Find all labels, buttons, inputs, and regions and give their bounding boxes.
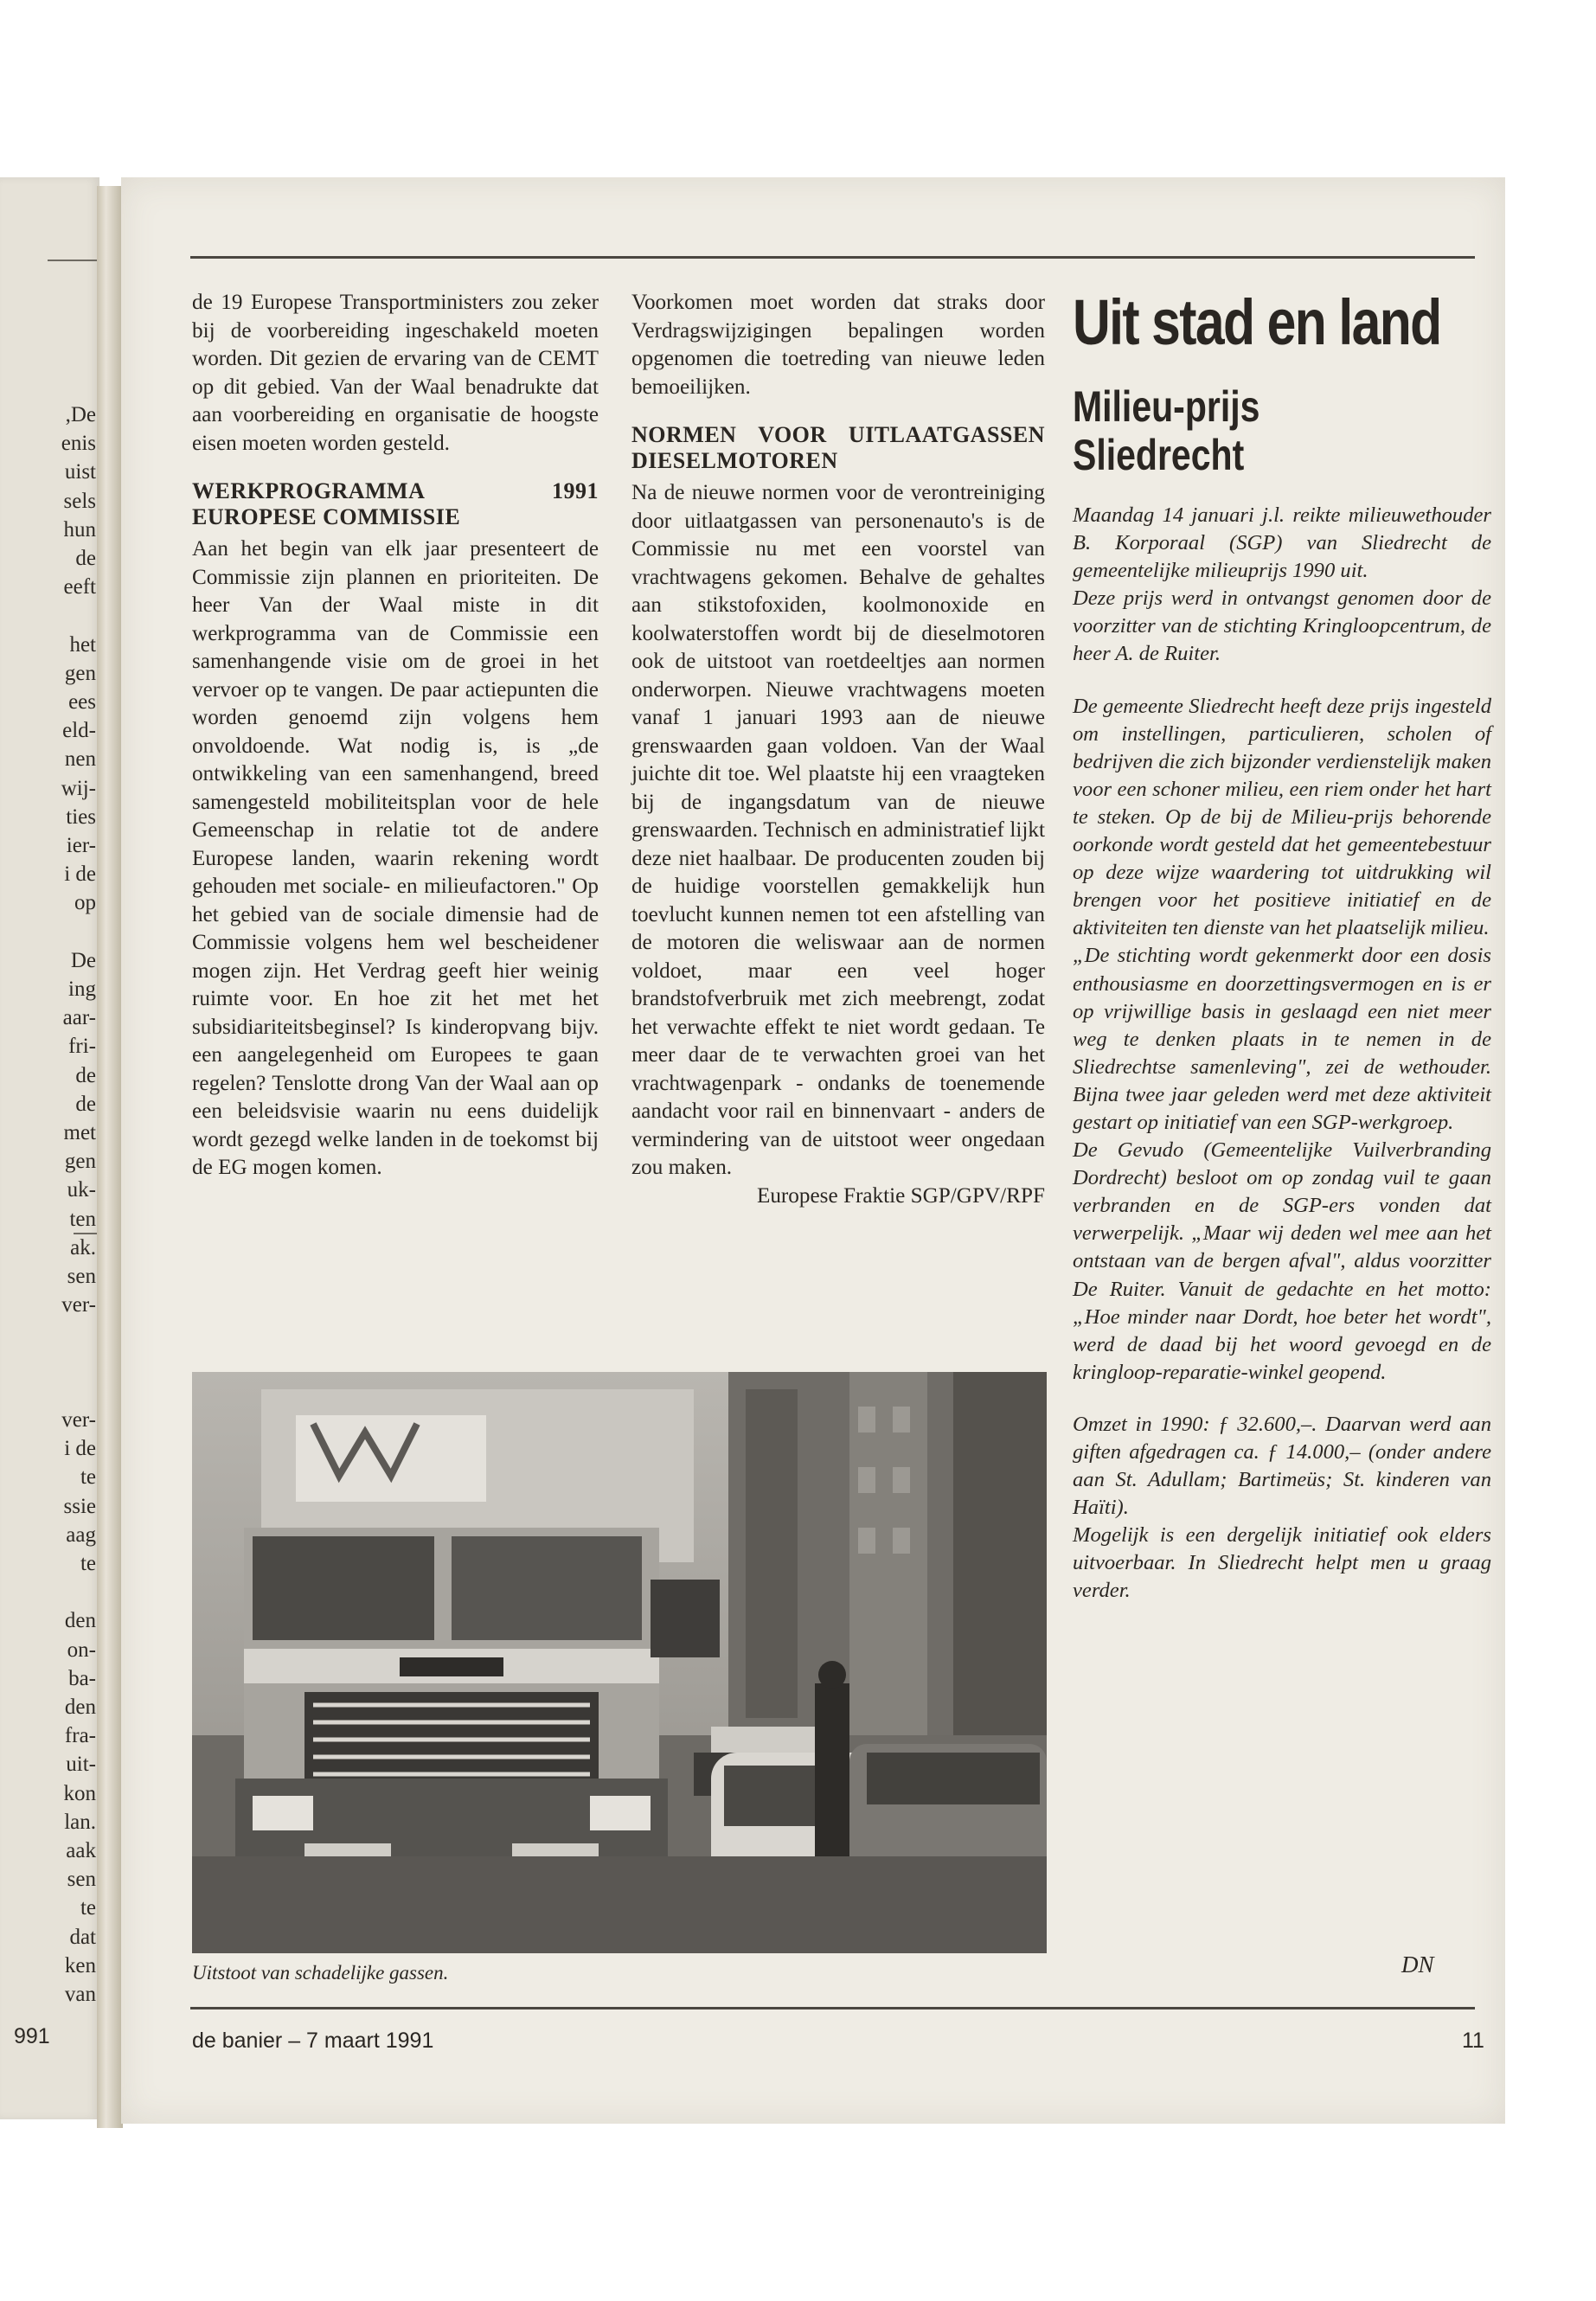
previous-page-text-fragment: i de [64,1437,96,1461]
previous-page-text-fragment: ees [68,690,96,714]
sidebar-title [1073,382,1413,479]
previous-page-text-fragment: op [74,891,96,915]
section-masthead: Uit stad en land [1073,286,1441,358]
previous-page-text-fragment: uk- [67,1178,96,1202]
author-initials: DN [1401,1952,1434,1977]
previous-page-text-fragment: kon [63,1781,96,1805]
sidebar-header [1073,285,1488,479]
sidebar-paragraph: Mogelijk is een dergelijk initiatief ook elders uitvoerbaar. In Sliedrecht helpt men u graag verder. [1073,1523,1491,1603]
book-spine [97,186,123,2128]
previous-page-text-fragment: de [75,547,96,570]
sidebar-paragraph: Omzet in 1990: ƒ 32.600,–. Daarvan werd aan giften afgedragen ca. ƒ 14.000,– (onder andere aan St. Adullam; Bartimeüs; St. kinderen van Haïti). [1073,1412,1491,1520]
previous-page-text-fragment: van [64,1983,96,2006]
previous-page-text-fragment: te [80,1896,96,1920]
sidebar-paragraph: Deze prijs werd in ontvangst genomen door de voorzitter van de stichting Kringloopcentrum, de heer A. de Ruiter. [1073,586,1491,666]
previous-page-text-fragment: lan. [64,1810,96,1834]
previous-page-text-fragment: De [70,948,96,972]
previous-page-text-fragment: ver- [61,1408,96,1432]
previous-page-text-fragment: wij- [61,776,96,800]
previous-page-text-fragment: ier- [66,834,96,857]
footer-publication: de banier – 7 maart 1991 [192,2029,434,2053]
previous-page-text-fragment: aar- [62,1006,96,1030]
previous-page-text-fragment: ver- [61,1293,96,1317]
previous-page-text-fragment: eeft [63,575,96,599]
previous-page-text-fragment: nen [64,747,96,772]
previous-page-text-fragment: dat [69,1925,96,1949]
previous-page-text-fragment: hun [63,517,96,542]
top-rule [190,256,1475,259]
previous-page-text-fragment: aag [66,1522,96,1547]
sidebar-article [1073,502,1491,1606]
previous-page-text-fragment: gen [64,1150,96,1174]
previous-page-text-fragment: de [75,1092,96,1116]
previous-page-edge [0,177,99,2119]
previous-page-text-fragment: aak [66,1839,96,1862]
previous-page-text-fragment: eld- [62,719,96,743]
previous-page-text-fragment: i de [64,862,96,887]
sidebar-title-line: Sliedrecht [1073,431,1245,479]
previous-page-text-fragment: fri- [68,1035,96,1059]
column2-paragraph: Voorkomen moet worden dat straks door Verdragswijzigingen bepalingen worden opgenomen die toetreding van nieuwe leden bemoeilijken. [631,291,1045,399]
truck-street-scene-image [192,1372,1047,1953]
previous-page-text-fragment: uit- [66,1753,96,1777]
previous-page-text-fragment: de [75,1063,96,1087]
article-column-1 [192,289,599,1183]
previous-page-text-fragment: te [80,1465,96,1490]
column2-paragraph: Na de nieuwe normen voor de verontreiniging door uitlaatgassen van personenauto's is de Commissie nu met een voorstel van vrachtwagens gekomen. Behalve de gehaltes aan stikstofoxiden, koolmonoxide en koolwaterstoffen wordt bij de dieselmotoren ook de uitstoot van roetdeeltjes aan normen onderworpen. Nieuwe vrachtwagens moeten vanaf 1 januari 1993 aan de nieuwe grenswaarden gaan voldoen. Van der Waal juichte dit toe. Wel plaatste hij een vraagteken bij de ingangsdatum van de nieuwe grenswaarden. Technisch en administratief lijkt deze niet haalbaar. De producenten zouden bij de huidige voorstellen gemakkelijk hun toevlucht kunnen nemen tot een afstelling van de motoren die weliswaar aan de normen voldoet, maar een veel hoger brandstofverbruik met zich meebrengt, zodat het verwachte effekt te niet wordt gedaan. Te meer daar de te verwachten groei van het vrachtwagenpark - ondanks de toenemende aandacht voor rail en binnenvaart - anders de vermindering van de uitstoot weer ongedaan zou maken. [631,481,1045,1179]
sidebar-paragraph: „De stichting wordt gekenmerkt door een dosis enthousiasme en doorzettingsvermogen en is er op vrijwillige basis in geslaagd een niet meer weg te denken plaats in te nemen in de Sliedrechtse samenleving", zei de wethouder. Bijna twee jaar geleden werd met deze aktiviteit gestart op initiatief van een SGP-werkgroep. [1073,944,1491,1134]
previous-page-text-fragment: sels [63,489,96,513]
sidebar-paragraph: De gemeente Sliedrecht heeft deze prijs ingesteld om instellingen, particulieren, scholen of bedrijven die zich bijzonder verdienstelijk maken voor een schoner milieu, een riem onder het hart te steken. Op de bij de Milieu-prijs behorende oorkonde wordt gesteld dat het gemeentebestuur op deze wijze waardering tot uitdrukking wil brengen voor het positieve initiatief en de aktiviteiten ten dienste van het plaatselijk milieu. [1073,694,1491,940]
section-heading: WERKPROGRAMMA 1991 EUROPESE COMMISSIE [192,478,599,529]
column1-paragraph: de 19 Europese Transportministers zou zeker bij de voorbereiding ingeschakeld moeten worden. Dit gezien de ervaring van de CEMT op dit gebied. Van der Waal benadrukte dat aan voorbereiding en organisatie de hoogste eisen moeten worden gesteld. [192,291,599,455]
previous-page-text-fragment: het [69,632,96,657]
truck-photo [192,1372,1047,1953]
previous-page-text-fragment: ing [68,977,96,1001]
column1-paragraph: Aan het begin van elk jaar presenteert de Commissie zijn plannen en prioriteiten. De heer Van der Waal miste in dit werkprogramma van de Commissie een samenhangende visie om de groei in het vervoer op te vangen. De paar actiepunten die worden genoemd zijn volgens hem onvoldoende. Wat nodig is, is „de ontwikkeling van een samenhangend, breed samengesteld mobiliteitsplan voor de hele Gemeenschap in relatie tot de andere Europese landen, waarin rekening wordt gehouden met sociale- en milieufactoren." Op het gebied van de sociale dimensie had de Commissie volgens hem wel bescheidener mogen zijn. Het Verdrag geeft hier weinig ruimte voor. En hoe zit het met het subsidiariteitsbeginsel? Is kinderopvang bijv. een aangelegenheid om Europees te gaan regelen? Tenslotte drong Van der Waal aan op een beleidsvisie waarin nu eens duidelijk wordt gezegd welke landen in de toekomst bij de EG mogen komen. [192,537,599,1179]
previous-page-text-fragment: ba- [68,1666,96,1690]
sidebar-paragraph: Maandag 14 januari j.l. reikte milieuwethouder B. Korporaal (SGP) van Sliedrecht de gemeentelijke milieuprijs 1990 uit. [1073,503,1491,583]
previous-page-text-fragment: den [64,1609,96,1633]
page-number: 11 [1462,2029,1484,2053]
previous-page-text-fragment: fra- [64,1724,96,1748]
article-signature: Europese Fraktie SGP/GPV/RPF [756,1183,1045,1208]
previous-page-text-fragment: ten [69,1207,96,1231]
previous-page-text-fragment: ken [64,1953,96,1977]
sidebar-title-line: Milieu-prijs [1073,382,1260,431]
previous-page-text-fragment: den [64,1695,96,1719]
photo-caption: Uitstoot van schadelijke gassen. [192,1962,449,1984]
previous-page-text-fragment: sen [67,1265,96,1288]
sidebar-paragraph: De Gevudo (Gemeentelijke Vuilverbranding Dordrecht) besloot om op zondag vuil te gaan verbranden en de SGP-ers vonden dat verwerpelijk. „Maar wij deden wel mee aan het ontstaan van de bergen afval", aldus voorzitter De Ruiter. Vanuit de gedachte en het motto: „Hoe minder naar Dordt, hoe beter het wordt", werd de daad bij het woord gevoegd en de kringloop-reparatie-winkel geopend. [1073,1138,1491,1384]
bottom-rule [190,2007,1475,2009]
previous-page-text-fragment: sen [67,1868,96,1892]
previous-page-text-fragment: ssie [63,1494,96,1518]
previous-page-text-fragment: ties [66,804,96,829]
previous-page-text-fragment: enis [61,432,96,456]
previous-page-rule [48,260,99,261]
previous-page-folio: 991 [14,2024,50,2048]
previous-page-text-fragment: uist [64,460,96,484]
previous-page-text-fragment: met [63,1121,96,1144]
previous-page-text-fragment: on- [67,1638,96,1662]
previous-page-text-fragment: gen [64,661,96,685]
previous-page-text-fragment: ak. [70,1235,96,1259]
previous-page-text-fragment: ,De [65,403,96,426]
previous-page-text-fragment: te [80,1552,96,1575]
section-heading: NORMEN VOOR UITLAATGASSEN DIESELMOTOREN [631,422,1045,473]
article-column-2 [631,289,1045,1210]
